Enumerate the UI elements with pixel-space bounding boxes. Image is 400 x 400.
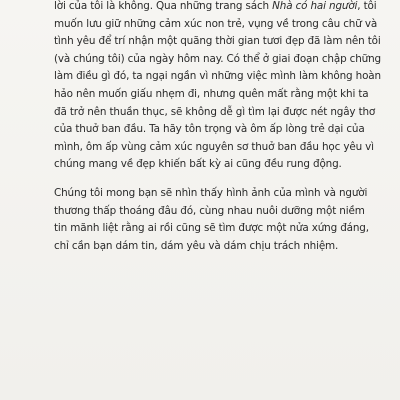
text-line: chỉ cần bạn dám tin, dám yêu và dám chịu trách nhiệm.	[54, 239, 339, 252]
text-line: tin mãnh liệt rằng ai rồi cũng sẽ tìm được một nửa xứng đáng,	[54, 222, 369, 235]
text-line: tình yêu để trí nhận một quãng thời gian tươi đẹp đã làm nên tôi	[54, 35, 381, 48]
text-line: (và chúng tôi) của ngày hôm nay. Có thể ở giai đoạn chập chững	[54, 52, 381, 65]
text-line: Chúng tôi mong bạn sẽ nhìn thấy hình ảnh của mình và người	[54, 186, 368, 199]
text-line: hảo nên muốn giấu nhẹm đi, nhưng quên mất rằng một khi ta	[54, 87, 369, 100]
text-line: chúng mang về đẹp khiến bất kỳ ai cũng đều rung động.	[54, 158, 342, 171]
text-line: thương thấp thoáng đâu đó, cùng nhau nuôi dưỡng một niềm	[54, 204, 365, 217]
text-line: lời của tôi là không. Qua những trang sách Nhà có hai người, tôi	[54, 0, 377, 12]
text-line: mình, ôm ấp vùng cảm xúc nguyên sơ thuở ban đầu học yêu vì	[54, 140, 374, 153]
body-text	[54, 0, 381, 255]
text-line: của thuở ban đầu. Ta hãy tôn trọng và ôm ấp lòng trẻ dại của	[54, 123, 365, 136]
paragraph-2	[54, 185, 372, 255]
book-title: Nhà có hai người	[272, 0, 358, 12]
text-line: làm điều gì đó, ta ngại ngần vì những việc mình làm không hoàn	[54, 70, 381, 83]
text-line: muốn lưu giữ những cảm xúc non trẻ, vụng về trong câu chữ và	[54, 17, 378, 30]
paragraph-1	[54, 0, 381, 174]
text-line: đã trở nên thuần thục, sẽ không dễ gì tìm lại được nét ngây thơ	[54, 105, 376, 118]
